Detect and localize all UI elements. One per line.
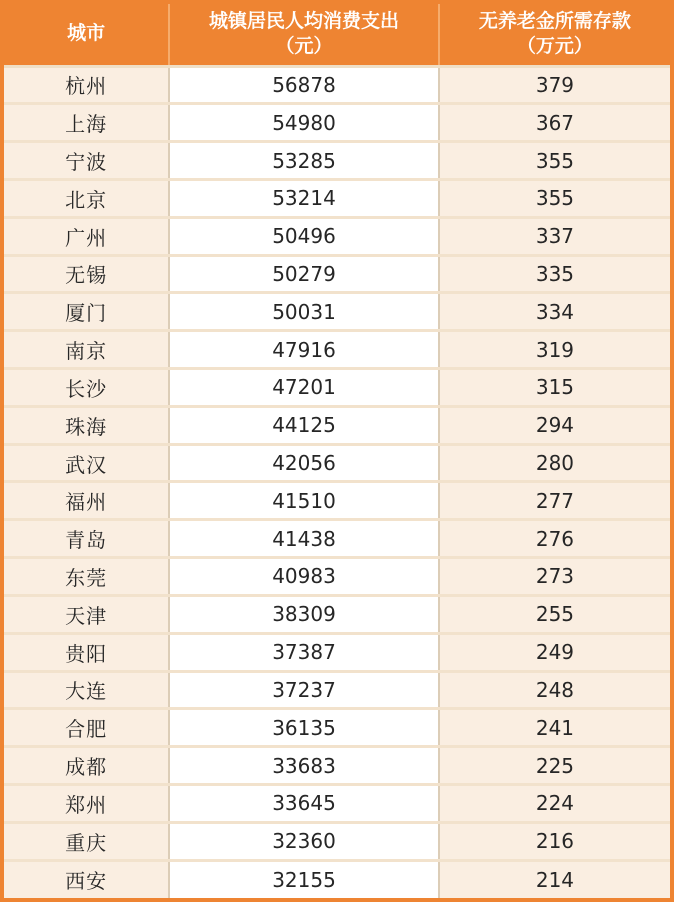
cell-savings: 319 [439, 331, 670, 369]
table-row [4, 142, 670, 180]
table-body [4, 66, 670, 898]
cell-savings: 273 [439, 558, 670, 596]
cell-expense: 50031 [169, 293, 439, 331]
table-row [4, 482, 670, 520]
cell-savings: 355 [439, 142, 670, 180]
table-row [4, 293, 670, 331]
cell-city: 长沙 [4, 369, 169, 407]
cell-city: 天津 [4, 595, 169, 633]
cell-expense: 47201 [169, 369, 439, 407]
table-row [4, 331, 670, 369]
header-city [4, 4, 169, 66]
cell-expense: 36135 [169, 709, 439, 747]
cell-expense: 37387 [169, 633, 439, 671]
cell-savings: 355 [439, 179, 670, 217]
cell-expense: 50279 [169, 255, 439, 293]
cell-expense: 38309 [169, 595, 439, 633]
city-pension-table [4, 4, 670, 898]
header-row [4, 4, 670, 66]
cell-city: 北京 [4, 179, 169, 217]
cell-city: 南京 [4, 331, 169, 369]
cell-savings: 214 [439, 860, 670, 898]
table-row [4, 784, 670, 822]
cell-expense: 40983 [169, 558, 439, 596]
table-row [4, 179, 670, 217]
cell-savings: 379 [439, 66, 670, 104]
table-row [4, 406, 670, 444]
table-row [4, 633, 670, 671]
table-row [4, 822, 670, 860]
cell-savings: 225 [439, 747, 670, 785]
table-row [4, 709, 670, 747]
table-row [4, 66, 670, 104]
cell-expense: 42056 [169, 444, 439, 482]
table-row [4, 520, 670, 558]
header-savings-label: 无养老金所需存款 [478, 9, 631, 32]
table-row [4, 558, 670, 596]
cell-savings: 255 [439, 595, 670, 633]
table-row [4, 595, 670, 633]
header-expense [169, 4, 439, 66]
cell-expense: 33645 [169, 784, 439, 822]
cell-savings: 315 [439, 369, 670, 407]
header-savings [439, 4, 670, 66]
cell-savings: 334 [439, 293, 670, 331]
cell-city: 厦门 [4, 293, 169, 331]
cell-city: 武汉 [4, 444, 169, 482]
cell-city: 郑州 [4, 784, 169, 822]
cell-city: 珠海 [4, 406, 169, 444]
cell-city: 宁波 [4, 142, 169, 180]
table-row [4, 217, 670, 255]
cell-expense: 41438 [169, 520, 439, 558]
cell-city: 无锡 [4, 255, 169, 293]
cell-city: 成都 [4, 747, 169, 785]
cell-savings: 280 [439, 444, 670, 482]
cell-city: 上海 [4, 104, 169, 142]
cell-expense: 37237 [169, 671, 439, 709]
cell-savings: 337 [439, 217, 670, 255]
cell-expense: 32155 [169, 860, 439, 898]
cell-savings: 216 [439, 822, 670, 860]
cell-expense: 44125 [169, 406, 439, 444]
cell-savings: 335 [439, 255, 670, 293]
table-row [4, 747, 670, 785]
cell-savings: 277 [439, 482, 670, 520]
cell-city: 重庆 [4, 822, 169, 860]
table-row [4, 671, 670, 709]
cell-savings: 249 [439, 633, 670, 671]
cell-city: 贵阳 [4, 633, 169, 671]
cell-expense: 56878 [169, 66, 439, 104]
cell-savings: 224 [439, 784, 670, 822]
cell-city: 杭州 [4, 66, 169, 104]
table-row [4, 104, 670, 142]
cell-expense: 32360 [169, 822, 439, 860]
cell-expense: 50496 [169, 217, 439, 255]
cell-expense: 41510 [169, 482, 439, 520]
table-row [4, 444, 670, 482]
header-city-label: 城市 [67, 22, 106, 45]
cell-expense: 53214 [169, 179, 439, 217]
cell-city: 青岛 [4, 520, 169, 558]
cell-city: 大连 [4, 671, 169, 709]
header-expense-unit: （元） [275, 35, 333, 58]
table-row [4, 369, 670, 407]
table-row [4, 860, 670, 898]
cell-expense: 53285 [169, 142, 439, 180]
header-expense-label: 城镇居民人均消费支出 [209, 9, 400, 32]
cell-city: 东莞 [4, 558, 169, 596]
cell-expense: 33683 [169, 747, 439, 785]
table-row [4, 255, 670, 293]
cell-savings: 367 [439, 104, 670, 142]
cell-city: 广州 [4, 217, 169, 255]
cell-expense: 54980 [169, 104, 439, 142]
cell-city: 福州 [4, 482, 169, 520]
cell-savings: 241 [439, 709, 670, 747]
cell-city: 合肥 [4, 709, 169, 747]
cell-city: 西安 [4, 860, 169, 898]
header-savings-unit: （万元） [516, 35, 593, 58]
cell-savings: 294 [439, 406, 670, 444]
cell-savings: 276 [439, 520, 670, 558]
cell-expense: 47916 [169, 331, 439, 369]
cell-savings: 248 [439, 671, 670, 709]
